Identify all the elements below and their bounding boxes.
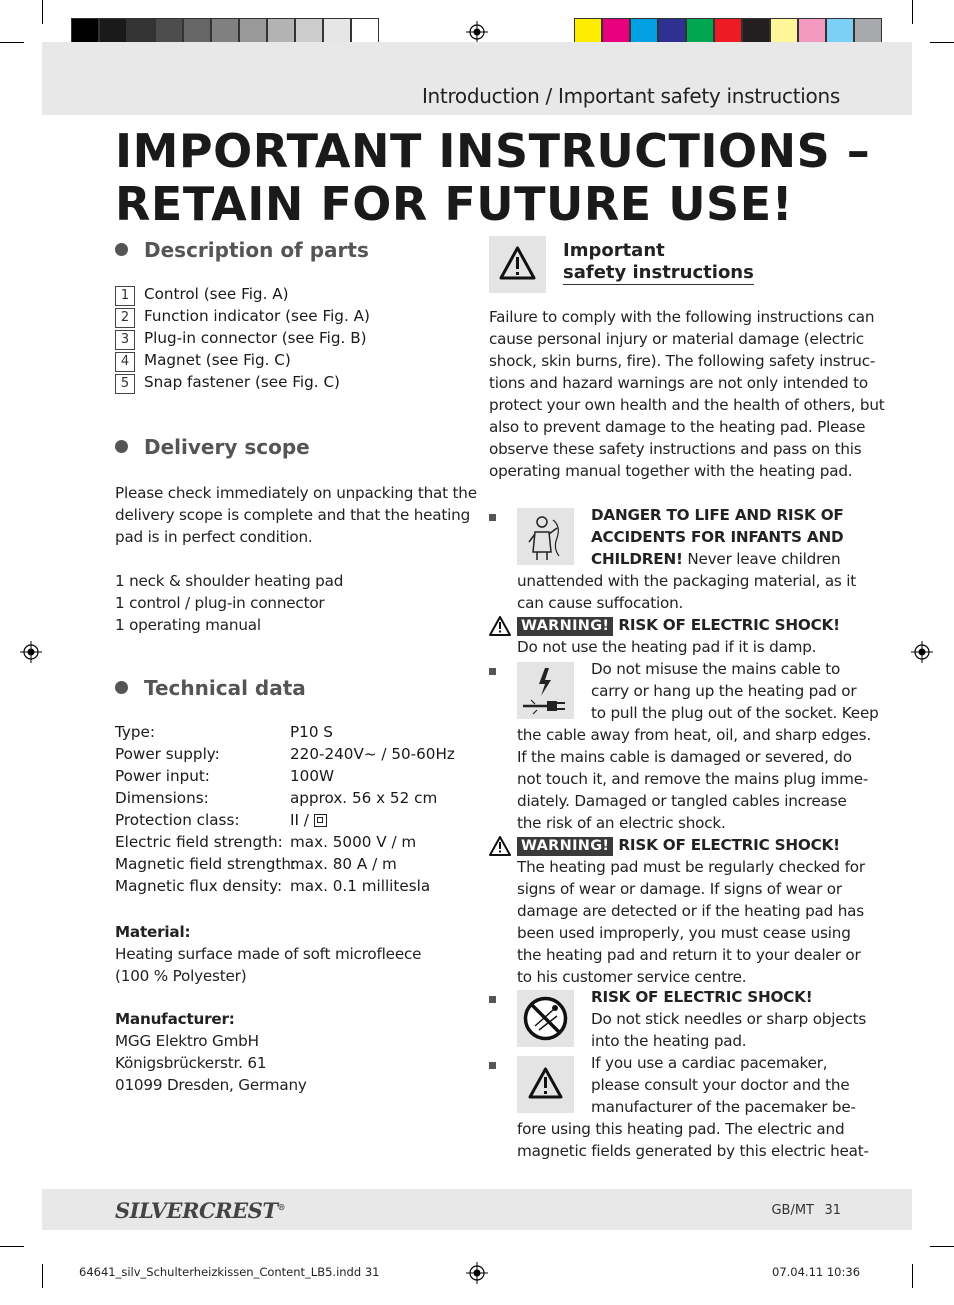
danger-children-text: DANGER TO LIFE AND RISK OF ACCIDENTS FOR INFANTS AND CHILDREN! Never leave children [591,506,844,568]
warning-badge: WARNING! [517,837,613,856]
crop-mark [912,0,913,24]
delivery-items [115,570,343,636]
needle-hazard-icon-box [517,990,574,1047]
protection-class-ii-icon [314,814,327,827]
no-needles-icon [517,990,574,1047]
list-item: 5 Snap fastener (see Fig. C) [115,373,340,395]
crop-mark [930,1246,954,1247]
child-hazard-icon-box [517,508,574,565]
list-item: 1 operating manual [115,616,261,634]
list-item: 2 Function indicator (see Fig. A) [115,307,370,329]
crop-mark [0,42,24,43]
square-bullet-icon [489,668,496,675]
crop-mark [42,0,43,24]
pacemaker-text-short: If you use a cardiac pacemaker, please consult your doctor and the manufacturer of the pacemaker be- [591,1054,856,1116]
registration-mark-icon [20,641,42,663]
cable-text-full: the cable away from heat, oil, and sharp edges. If the mains cable is damaged or severed, do not touch it, and remove the mains plug imme- diately. Damaged or tangled cables increase the risk of an electric shock. [517,726,872,832]
technical-heading: Technical data [115,676,306,700]
bullet-dot-icon [115,243,128,256]
warning-triangle-icon [489,616,511,636]
child-suffocation-icon [517,508,574,565]
registration-mark-icon [466,21,488,43]
brand-logo: SILVERCREST® [115,1198,285,1223]
slug-date: 07.04.11 10:36 [772,1265,861,1279]
pacemaker-text-full: fore using this heating pad. The electric and magnetic fields generated by this electric heat- [517,1120,869,1160]
bullet-dot-icon [115,440,128,453]
safety-heading: Important safety instructions [563,240,754,283]
section-header: Introduction / Important safety instructions [421,84,840,108]
cable-text-short: Do not misuse the mains cable to carry or hang up the heating pad or to pull the plug out of the socket. Keep [591,660,879,722]
danger-children-rest: unattended with the packaging material, as it can cause suffocation. [517,572,857,612]
slug-filename: 64641_silv_Schulterheizkissen_Content_LB5.indd 31 [79,1265,380,1279]
manufacturer-block: Manufacturer: MGG Elektro GmbH Königsbrückerstr. 61 01099 Dresden, Germany [115,1010,307,1094]
electric-cable-icon [517,662,574,719]
warning-triangle-icon [489,236,546,293]
list-item: 1 Control (see Fig. A) [115,285,289,307]
material-heading: Material: [115,923,191,941]
crop-mark [0,1246,24,1247]
bullet-dot-icon [115,681,128,694]
warning-triangle-icon [517,1056,574,1113]
page-number: 31 [824,1203,841,1218]
warning-damp: WARNING! RISK OF ELECTRIC SHOCK! Do not use the heating pad if it is damp. [517,616,840,656]
delivery-heading: Delivery scope [115,435,310,459]
registration-mark-icon [466,1262,488,1284]
square-bullet-icon [489,1062,496,1069]
safety-heading-icon-box [489,236,546,293]
cable-hazard-icon-box [517,662,574,719]
title-line-2: RETAIN FOR FUTURE USE! [115,177,794,231]
warning-wear: WARNING! RISK OF ELECTRIC SHOCK! The heating pad must be regularly checked for signs of wear or damage. If signs of wear or damage are detected or if the heating pad has been used improperly, you must cease using the heating pad and return it to your dealer or to his customer service centre. [517,836,865,986]
crop-mark [930,42,954,43]
list-item: 1 control / plug-in connector [115,594,325,612]
parts-heading: Description of parts [115,238,369,262]
registration-mark-icon [911,641,933,663]
square-bullet-icon [489,996,496,1003]
language-code: GB/MT [771,1203,814,1218]
delivery-intro: Please check immediately on unpacking that the delivery scope is complete and that the heating pad is in perfect condition. [115,484,477,546]
warning-badge: WARNING! [517,617,613,636]
manufacturer-heading: Manufacturer: [115,1010,235,1028]
list-item: 1 neck & shoulder heating pad [115,572,344,590]
page-title [115,125,870,231]
title-line-1: IMPORTANT INSTRUCTIONS – [115,124,871,178]
safety-intro: Failure to comply with the following instructions can cause personal injury or material damage (electric shock, skin burns, fire). The following safety instruc- tions and hazard warnings are not only intended to protect your own health and the health of others, but also to prevent damage to the heating pad. Please observe these safety instructions and pass on this operating manual together with the heating pad. [489,308,885,480]
warning-triangle-icon [489,836,511,856]
material-block: Material: Heating surface made of soft microfleece (100 % Polyester) [115,923,422,985]
list-item: 4 Magnet (see Fig. C) [115,351,291,373]
pacemaker-icon-box [517,1056,574,1113]
crop-mark [42,1264,43,1288]
crop-mark [912,1264,913,1288]
square-bullet-icon [489,514,496,521]
list-item: 3 Plug-in connector (see Fig. B) [115,329,367,351]
needle-text: RISK OF ELECTRIC SHOCK! Do not stick needles or sharp objects into the heating pad. [591,988,867,1050]
